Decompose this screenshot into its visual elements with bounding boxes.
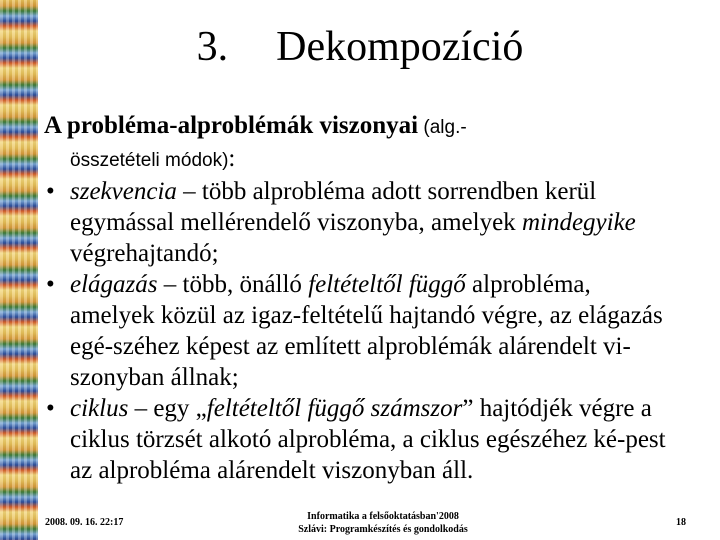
item-text: – több, önálló	[157, 271, 309, 298]
item-text: végrehajtandó;	[70, 240, 219, 267]
list-item	[44, 269, 680, 393]
section-number: 3.	[196, 24, 229, 70]
bullet-icon: •	[46, 178, 55, 205]
heading-note-b: összetételi módok)	[70, 150, 229, 171]
item-text: – egy „	[128, 395, 207, 422]
item-text: ” hajtódjék végre a ciklus törzsét alkotó alprobléma, a ciklus egészéhez ké-pest az alprobléma alárendelt viszonyban áll.	[70, 395, 666, 484]
bullet-icon: •	[46, 271, 55, 298]
item-emphasis: mindegyike	[521, 209, 636, 236]
heading-note-a: (alg.-	[418, 117, 467, 138]
heading-colon: :	[228, 145, 236, 172]
slide-title	[0, 22, 720, 72]
bullet-icon: •	[46, 395, 55, 422]
list-item	[44, 176, 680, 269]
title-text: Dekompozíció	[276, 24, 524, 70]
slide-body	[44, 110, 680, 486]
list-item	[44, 393, 680, 486]
section-heading	[44, 110, 680, 176]
heading-bold: A probléma-alproblémák viszonyai	[44, 112, 419, 139]
term: ciklus	[70, 395, 129, 422]
term: szekvencia	[70, 178, 177, 205]
footer-caption-line2: Szlávi: Programkészítés és gondolkodás	[298, 524, 468, 535]
term: elágazás	[70, 271, 158, 298]
footer-date: 2008. 09. 16. 22:17	[45, 517, 124, 528]
item-text: alprobléma, amelyek közül az igaz-feltételű hajtandó végre, az elágazás egé-széhez képest az említett alproblémák alárendelt vi-szonyban állnak;	[70, 271, 663, 391]
footer-caption	[268, 510, 498, 536]
item-emphasis: feltételtől függő számszor	[206, 395, 463, 422]
bullet-list	[44, 176, 680, 486]
item-text: – több alprobléma adott sorrendben kerül egymással mellérendelő viszonyba, amelyek	[70, 178, 597, 236]
item-emphasis: feltételtől függő	[308, 271, 466, 298]
page-number: 18	[676, 517, 686, 528]
footer-caption-line1: Informatika a felsőoktatásban'2008	[307, 511, 459, 522]
decorative-side-strip	[0, 0, 38, 540]
